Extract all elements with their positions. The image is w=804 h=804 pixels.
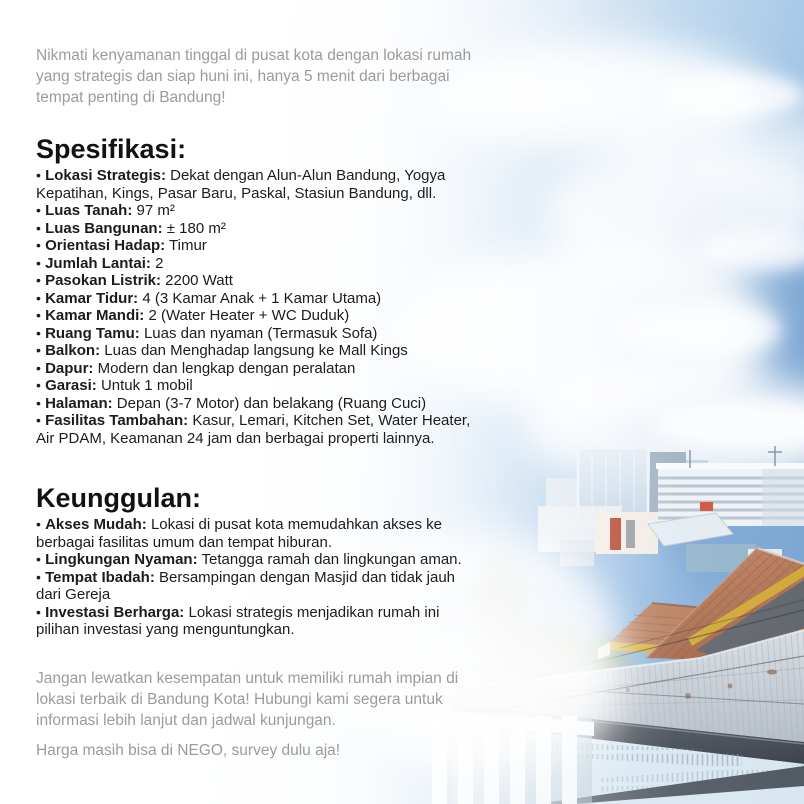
closing-text: Harga masih bisa di NEGO, survey dulu aja!: [36, 741, 341, 759]
item-value: Timur: [169, 237, 207, 254]
bullet-glyph: •: [36, 377, 41, 393]
list-item: [36, 325, 482, 343]
list-item: [36, 604, 482, 639]
item-label: Tempat Ibadah:: [45, 568, 155, 586]
item-label: Investasi Berharga:: [45, 603, 185, 621]
list-item: [36, 569, 482, 604]
list-item: [36, 237, 482, 255]
bullet-glyph: •: [36, 219, 41, 236]
item-label: Lokasi Strategis:: [45, 167, 166, 184]
list-item: [36, 255, 482, 273]
item-label: Lingkungan Nyaman:: [45, 551, 198, 568]
item-value: Bersampingan dengan Masjid dan tidak jauh dari Gereja: [36, 568, 456, 603]
bullet-glyph: •: [36, 324, 41, 341]
item-value: 2200 Watt: [165, 272, 233, 289]
spesifikasi-list: [36, 167, 482, 447]
list-item: [36, 272, 482, 290]
bullet-glyph: •: [36, 272, 41, 288]
item-label: Balkon:: [45, 342, 101, 359]
item-label: Pasokan Listrik:: [45, 272, 161, 289]
item-label: Luas Bangunan:: [45, 219, 163, 237]
list-item: [36, 202, 482, 220]
list-item: [36, 395, 482, 413]
list-item: [36, 167, 482, 202]
item-label: Kamar Mandi:: [45, 307, 145, 324]
bullet-glyph: •: [36, 307, 41, 323]
item-label: Dapur:: [45, 359, 94, 377]
item-label: Garasi:: [45, 377, 97, 394]
bullet-glyph: •: [36, 568, 41, 585]
item-value: Modern dan lengkap dengan peralatan: [97, 359, 356, 377]
item-value: 2 (Water Heater + WC Duduk): [148, 307, 350, 324]
item-value: Dekat dengan Alun-Alun Bandung, Yogya Kepatihan, Kings, Pasar Baru, Paskal, Stasiun Bandung, dll.: [36, 167, 446, 202]
bullet-glyph: •: [36, 551, 41, 567]
bullet-glyph: •: [36, 237, 41, 253]
keunggulan-heading: Keunggulan:: [36, 483, 201, 513]
bullet-glyph: •: [36, 167, 41, 183]
bullet-glyph: •: [36, 359, 41, 376]
bullet-glyph: •: [36, 202, 41, 218]
item-value: 97 m²: [136, 202, 175, 219]
item-label: Ruang Tamu:: [45, 324, 140, 342]
list-item: [36, 377, 482, 395]
item-label: Halaman:: [45, 394, 113, 412]
list-item: [36, 412, 482, 447]
spesifikasi-heading: Spesifikasi:: [36, 134, 187, 164]
list-item: [36, 342, 482, 360]
bullet-glyph: •: [36, 603, 41, 620]
bullet-glyph: •: [36, 254, 41, 271]
item-value: ± 180 m²: [166, 219, 226, 237]
item-value: Lokasi strategis menjadikan rumah ini pilihan investasi yang menguntungkan.: [36, 603, 440, 638]
keunggulan-list: [36, 516, 482, 639]
item-value: Untuk 1 mobil: [100, 377, 193, 394]
intro-text: Nikmati kenyamanan tinggal di pusat kota dengan lokasi rumah yang strategis dan siap huni ini, hanya 5 menit dari berbagai tempat penting di Bandung!: [36, 47, 472, 106]
item-value: Depan (3-7 Motor) dan belakang (Ruang Cuci): [116, 394, 427, 412]
bullet-glyph: •: [36, 394, 41, 411]
item-value: Tetangga ramah dan lingkungan aman.: [201, 551, 462, 568]
item-value: Kasur, Lemari, Kitchen Set, Water Heater, Air PDAM, Keamanan 24 jam dan berbagai properti lainnya.: [36, 412, 471, 447]
item-value: 2: [155, 254, 164, 272]
bullet-glyph: •: [36, 412, 41, 428]
item-value: Luas dan nyaman (Termasuk Sofa): [143, 324, 378, 342]
list-item: [36, 290, 482, 308]
item-value: 4 (3 Kamar Anak + 1 Kamar Utama): [142, 289, 382, 307]
bullet-glyph: •: [36, 342, 41, 358]
item-label: Akses Mudah:: [45, 516, 147, 533]
bullet-glyph: •: [36, 289, 41, 306]
item-label: Orientasi Hadap:: [45, 237, 166, 254]
list-item: [36, 551, 482, 569]
item-label: Luas Tanah:: [45, 202, 133, 219]
item-value: Luas dan Menghadap langsung ke Mall Kings: [104, 342, 408, 359]
item-label: Jumlah Lantai:: [45, 254, 151, 272]
list-item: [36, 220, 482, 238]
item-label: Fasilitas Tambahan:: [45, 412, 189, 429]
item-value: Lokasi di pusat kota memudahkan akses ke berbagai fasilitas umum dan tempat hiburan.: [36, 516, 442, 551]
list-item: [36, 307, 482, 325]
listing-text: [36, 0, 482, 761]
item-label: Kamar Tidur:: [45, 289, 139, 307]
list-item: [36, 360, 482, 378]
list-item: [36, 516, 482, 551]
bullet-glyph: •: [36, 516, 41, 532]
outro-text: Jangan lewatkan kesempatan untuk memiliki rumah impian di lokasi terbaik di Bandung Kota! Hubungi kami segera untuk informasi lebih lanjut dan jadwal kunjungan.: [36, 669, 459, 729]
